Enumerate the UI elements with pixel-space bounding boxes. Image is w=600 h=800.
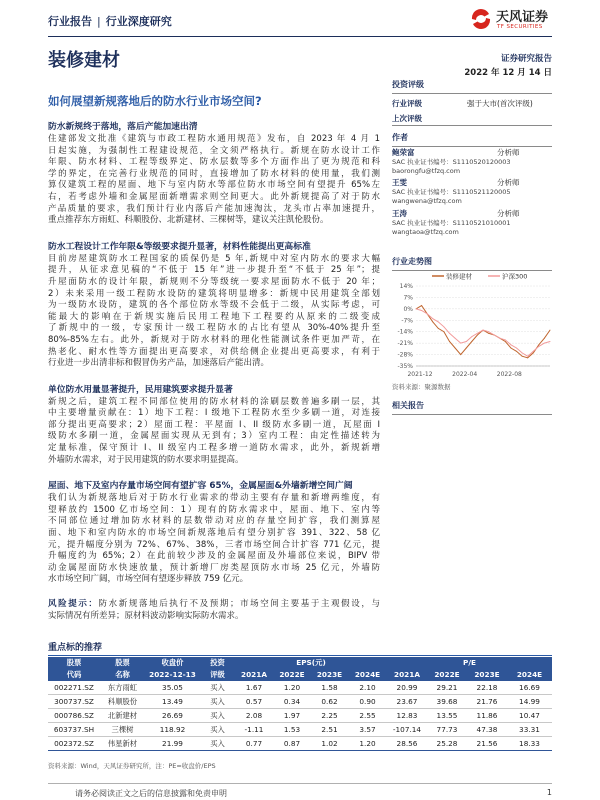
stock-code-cell: 603737.SH: [48, 723, 100, 737]
pe-2022e-cell: 13.55: [427, 709, 467, 723]
page-number: 1: [546, 788, 552, 797]
series-1-point: [522, 356, 523, 357]
author-sac: SAC 执业证书编号：S1110521120005: [392, 188, 511, 196]
logo-name: 天风证券: [496, 10, 549, 25]
eps-2021a-cell: 1.67: [235, 681, 273, 695]
report-subcategory: 行业深度研究: [105, 15, 172, 28]
pe-2022e-cell: 77.73: [427, 723, 467, 737]
legend-label: 装修建材: [446, 272, 472, 281]
body-text-line: 级防水多刷一道，金属屋面实现从无到有；3）室内工程：由定性描述转为: [48, 431, 380, 442]
report-headline: 如何展望新规落地后的防水行业市场空间?: [48, 94, 262, 108]
author-name: 王雯: [392, 178, 407, 187]
x-tick-label: 2021-12: [407, 371, 433, 378]
author-card: [392, 209, 552, 237]
series-2-point: [443, 326, 444, 327]
report-date: 2022 年 12 月 14 日: [464, 68, 552, 78]
risk-label: 风险提示：: [48, 599, 99, 609]
company-logo: [470, 5, 552, 35]
close-price-cell: 26.69: [145, 709, 200, 723]
col-header-pe-year: 2023E: [467, 669, 507, 681]
series-1-point: [421, 305, 422, 306]
series-2-point: [538, 346, 539, 347]
industry-title: 装修建材: [48, 50, 120, 71]
series-1-point: [533, 352, 534, 353]
report-breadcrumb: [48, 13, 172, 29]
chart-source: 资料来源：聚源数据: [392, 383, 451, 391]
author-name: 鲍荣富: [392, 148, 415, 157]
y-tick-label: -28%: [397, 351, 413, 359]
author-sac: SAC 执业证书编号：S1110521010001: [392, 219, 511, 227]
col-header-eps: EPS(元): [235, 657, 387, 669]
series-2-point: [460, 343, 461, 344]
body-text-line: 我们认为新规落地后对于防水行业需求的带动主要有存量和新增两维度，有: [48, 493, 380, 504]
y-tick-label: 0%: [403, 305, 413, 313]
trend-title-block: [392, 256, 552, 271]
x-tick-label: 2022-08: [496, 371, 522, 378]
eps-2021a-cell: 0.57: [235, 695, 273, 709]
table-header-row: [48, 669, 552, 681]
risk-warning: [48, 599, 380, 622]
y-tick-label: 7%: [403, 294, 413, 302]
y-tick-label: -21%: [397, 340, 413, 348]
pe-2022e-cell: 29.21: [427, 681, 467, 695]
series-1-point: [438, 328, 439, 329]
investment-rating-cell: 买入: [200, 737, 235, 751]
investment-rating-cell: 买入: [200, 695, 235, 709]
tf-logo-icon: [470, 8, 492, 30]
body-text-line: 动金属屋面防水快速放量，预计新增厂房类屋顶防水市场 25 亿元，外墙防: [48, 562, 380, 573]
body-text-line: 不同部位通过增加防水材料的层数带动对应的存量空间扩容，我们测算屋: [48, 516, 380, 527]
eps-2024e-cell: 1.20: [348, 737, 387, 751]
y-tick-label: -7%: [401, 317, 413, 325]
series-2-point: [510, 344, 511, 345]
risk-line: 实际情况有所差异；原材料波动影响实际防水需求。: [48, 610, 244, 621]
series-1-point: [505, 341, 506, 342]
body-text-line: 住建部发文批准《建筑与市政工程防水通用规范》发布，自 2023 年 4 月 1: [48, 134, 380, 144]
series-1-point: [460, 354, 461, 355]
series-line-2: [416, 309, 550, 356]
series-2-point: [550, 341, 551, 342]
body-text-line: 升屋面防水的设计年限，新规则不分等级统一要求屋面防水不低于 20 年；: [48, 276, 380, 287]
series-2-point: [544, 343, 545, 344]
series-1-point: [550, 330, 551, 331]
table-row: [48, 695, 552, 709]
series-1-point: [527, 357, 528, 358]
series-1-point: [471, 341, 472, 342]
author-role: 分析师: [497, 209, 520, 218]
series-2-point: [477, 333, 478, 334]
section-heading: 防水工程设计工作年限&等级要求提升显著，材料性能提出更高标准: [48, 241, 311, 252]
table-row: [48, 723, 552, 737]
eps-2023e-cell: 0.62: [311, 695, 348, 709]
col-header-pe: P/E: [387, 657, 552, 669]
table-source-note: 资料来源：Wind，天风证券研究所，注：PE=收盘价/EPS: [48, 762, 216, 770]
table-row: [48, 681, 552, 695]
report-type: 证券研究报告: [500, 54, 552, 64]
rating-title: 投资评级: [392, 79, 552, 94]
series-1-point: [466, 348, 467, 349]
col-header-code: 股票: [48, 657, 100, 669]
section-2: [48, 240, 380, 370]
series-1-point: [538, 344, 539, 345]
stock-name-cell: 东方雨虹: [100, 681, 145, 695]
pe-2024e-cell: 16.69: [507, 681, 552, 695]
eps-2023e-cell: 2.25: [311, 709, 348, 723]
stock-code-cell: 002271.SZ: [48, 681, 100, 695]
stock-name-cell: 伟星新材: [100, 737, 145, 751]
table-row: [48, 737, 552, 751]
body-text-line: 面、地下和室内防水的市场空间新规落地后有望分别扩容 391、322、58 亿: [48, 528, 380, 539]
body-text-line: 行业进一步出清非标和假冒伪劣产品，加速落后产能出清。: [48, 358, 270, 369]
eps-2023e-cell: 2.51: [311, 723, 348, 737]
pe-2021a-cell: -107.14: [387, 723, 427, 737]
section-heading: 屋面、地下及室内存量市场空间有望扩容 65%，金属屋面&外墙新增空间广阔: [48, 481, 353, 492]
rating-block: [392, 79, 552, 126]
close-price-cell: 13.49: [145, 695, 200, 709]
series-2-point: [527, 356, 528, 357]
series-2-point: [427, 313, 428, 314]
col-header-price-date: 2022-12-13: [145, 669, 200, 681]
series-2-point: [522, 352, 523, 353]
series-1-point: [544, 338, 545, 339]
close-price-cell: 35.05: [145, 681, 200, 695]
body-text-line: 外墙防水需求，对于民用建筑的防水要求明显提高。: [48, 454, 244, 465]
close-price-cell: 118.92: [145, 723, 200, 737]
series-1-point: [488, 333, 489, 334]
pe-2024e-cell: 10.47: [507, 709, 552, 723]
section-1: [48, 120, 380, 227]
breadcrumb-separator: |: [97, 15, 101, 28]
eps-2024e-cell: 2.55: [348, 709, 387, 723]
eps-2022e-cell: 1.20: [273, 681, 311, 695]
header-divider: [48, 36, 552, 37]
stock-name-cell: 北新建材: [100, 709, 145, 723]
pe-2021a-cell: 12.83: [387, 709, 427, 723]
body-text-line: 新规之后，建筑工程不同部位使用的防水材料的涂刷层数普遍多刷一层，其: [48, 396, 380, 407]
pe-2021a-cell: 23.67: [387, 695, 427, 709]
col-header-pe-year: 2022E: [427, 669, 467, 681]
body-text-line: 了新规中的一级，专家预计一级工程防水的占比有望从 30%-40%提升至: [48, 323, 380, 334]
series-1-point: [455, 348, 456, 349]
eps-2021a-cell: 2.08: [235, 709, 273, 723]
col-header-rating: 评级: [200, 669, 235, 681]
industry-rating-label: 行业评级: [392, 99, 422, 108]
body-text-line: 定量标准，保守预计 I、II 级室内工程多增一道防水需求，此外，新规新增: [48, 443, 380, 454]
section-4: [48, 479, 380, 586]
authors-title-block: [392, 132, 552, 147]
stock-recommendation-table: [48, 657, 552, 751]
section-heading: 单位防水用量显著提升，民用建筑要求提升显著: [48, 384, 233, 395]
risk-text: 防水新规落地后执行不及预期；市场空间主要基于主观假设，与: [98, 599, 380, 609]
footer-disclaimer: 请务必阅读正文之后的信息披露和免责申明: [75, 789, 227, 798]
close-price-cell: 21.99: [145, 737, 200, 751]
series-2-point: [455, 338, 456, 339]
series-2-point: [505, 339, 506, 340]
stock-name-cell: 科顺股份: [100, 695, 145, 709]
body-text-line: 升幅度约为 65%；2）在此前较少涉及的金属屋面及外墙部位来说，BIPV 带: [48, 551, 380, 562]
series-1-point: [477, 335, 478, 336]
author-card: [392, 148, 552, 176]
series-1-point: [443, 331, 444, 332]
author-role: 分析师: [497, 178, 520, 187]
body-text-line: 2）未来采用一级工程防水设防的建筑将明显增多：新规中民用建筑全部划: [48, 288, 380, 299]
stock-code-cell: 000786.SZ: [48, 709, 100, 723]
series-2-point: [488, 331, 489, 332]
investment-rating-cell: 买入: [200, 709, 235, 723]
body-text-line: 热老化、耐水性等方面提出更高要求，对供给侧企业提出更高要求，有利于: [48, 346, 380, 357]
series-2-point: [533, 351, 534, 352]
stock-code-cell: 300737.SZ: [48, 695, 100, 709]
pe-2023e-cell: 21.56: [467, 737, 507, 751]
body-text-line: 学的界定，在完善行业规范的同时，直接增加了防水材料的使用量，我们测: [48, 168, 380, 179]
eps-2022e-cell: 0.34: [273, 695, 311, 709]
author-sac: SAC 执业证书编号：S1110520120003: [392, 158, 511, 166]
author-role: 分析师: [497, 148, 520, 157]
table-body: [48, 681, 552, 751]
eps-2021a-cell: 0.77: [235, 737, 273, 751]
author-name: 王涛: [392, 209, 407, 218]
body-text-line: 右，若考虑外墙和金属屋面新增需求则空间更大。此外新规提高了对于防水: [48, 191, 380, 202]
series-2-point: [449, 333, 450, 334]
investment-rating-cell: 买入: [200, 681, 235, 695]
authors-title: 作者: [392, 132, 552, 147]
investment-rating-cell: 买入: [200, 723, 235, 737]
pe-2024e-cell: 33.31: [507, 723, 552, 737]
section-heading: 防水新规终于落地，落后产能加速出清: [48, 122, 198, 132]
previous-rating-row: [392, 111, 552, 126]
eps-2021a-cell: -1.11: [235, 723, 273, 737]
body-text-line: 目前房屋建筑防水工程国家的质保仍是 5 年,新规中对室内防水的要求大幅: [48, 253, 380, 264]
series-2-point: [471, 336, 472, 337]
report-summary: [48, 120, 380, 599]
body-text-line: 中主要增量贡献在：1）地下工程：I 级地下工程防水至少多刷一道，对连接: [48, 408, 380, 419]
col-header-eps-year: 2022E: [273, 669, 311, 681]
series-2-point: [432, 318, 433, 319]
body-text-line: 80%-85%左右。此外，新规对于防水材料的理化性能测试条件更加严苛，在: [48, 334, 380, 345]
body-text-line: 能最大的影响在于新规实施后民用工程地下工程要约从原来的二级变成: [48, 311, 380, 322]
author-email[interactable]: wangtaoa@tfzq.com: [392, 228, 459, 236]
series-2-point: [438, 321, 439, 322]
body-text-line: 提升，从征求意见稿的“不低于 15 年”进一步提升至“不低于 25 年”；提: [48, 265, 380, 276]
body-text-line: 元，提升幅度分别为 72%、67%、38%，三者市场空间合计扩容 771 亿元，提: [48, 539, 380, 550]
report-category: 行业报告: [48, 15, 92, 28]
industry-trend-chart: [392, 270, 552, 382]
industry-rating-row: [392, 96, 552, 111]
eps-2022e-cell: 1.53: [273, 723, 311, 737]
series-2-point: [416, 308, 417, 309]
eps-2024e-cell: 2.10: [348, 681, 387, 695]
section-3: [48, 383, 380, 467]
pe-2022e-cell: 39.68: [427, 695, 467, 709]
body-text-line: 水市场空间广阔，市场空间有望逐步释放 759 亿元。: [48, 574, 249, 585]
pe-2023e-cell: 11.86: [467, 709, 507, 723]
y-tick-label: -14%: [397, 328, 413, 336]
x-tick-label: 2022-04: [452, 371, 478, 378]
trend-chart-title: 行业走势图: [392, 256, 552, 271]
pe-2023e-cell: 22.18: [467, 681, 507, 695]
series-1-point: [432, 321, 433, 322]
body-text-line: 产品质量的要求，我们预计行业内落后产能加速淘汰，龙头市占率加速提升，: [48, 203, 380, 214]
eps-2022e-cell: 0.87: [273, 737, 311, 751]
body-text-line: 部分提出更高要求；2）屋面工程：平屋面 I、II 级防水多刷一道，瓦屋面 I: [48, 419, 380, 430]
series-1-point: [516, 351, 517, 352]
body-text-line: 日起实施，为强制性工程建设规范，全文须严格执行。新规在防水设计工作: [48, 145, 380, 156]
pe-2023e-cell: 47.38: [467, 723, 507, 737]
body-text-line: 为一级防水设防，建筑的各个部位防水等级不会低于二级，从实际考虑，可: [48, 300, 380, 311]
series-2-point: [421, 310, 422, 311]
col-header-eps-year: 2021A: [235, 669, 273, 681]
col-header-price: 收盘价: [145, 657, 200, 669]
col-header-pe-year: 2021A: [387, 669, 427, 681]
pe-2022e-cell: 25.28: [427, 737, 467, 751]
logo-english-name: TF SECURITIES: [497, 24, 543, 30]
body-text-line: 算仅建筑工程的屋面、地下与室内防水等部位防水市场空间有望提升 65%左: [48, 180, 380, 191]
col-header-name: 名称: [100, 669, 145, 681]
body-text-line: 重点推荐东方雨虹、科顺股份、北新建材、三棵树等，建议关注凯伦股份。: [48, 215, 329, 226]
pe-2023e-cell: 21.76: [467, 695, 507, 709]
legend-label: 沪深300: [502, 272, 528, 281]
series-1-point: [510, 348, 511, 349]
col-header-eps-year: 2023E: [311, 669, 348, 681]
pe-2021a-cell: 28.56: [387, 737, 427, 751]
related-reports-block: [392, 400, 552, 415]
footer-divider: [48, 783, 552, 784]
series-2-point: [499, 338, 500, 339]
pe-2021a-cell: 20.99: [387, 681, 427, 695]
industry-rating-value: 强于大市(首次评级): [467, 99, 533, 108]
col-header-name: 股票: [100, 657, 145, 669]
table-row: [48, 709, 552, 723]
y-tick-label: 14%: [399, 283, 413, 290]
y-tick-label: -35%: [397, 363, 413, 370]
stock-code-cell: 002372.SZ: [48, 737, 100, 751]
table-title: 重点标的推荐: [48, 640, 552, 656]
series-2-point: [494, 335, 495, 336]
related-reports-title: 相关报告: [392, 400, 552, 415]
author-email[interactable]: baorongfu@tfzq.com: [392, 167, 461, 175]
eps-2024e-cell: 3.57: [348, 723, 387, 737]
table-header-row: [48, 657, 552, 669]
pe-2024e-cell: 18.33: [507, 737, 552, 751]
series-1-point: [449, 341, 450, 342]
previous-rating-label: 上次评级: [392, 114, 422, 123]
series-2-point: [483, 330, 484, 331]
eps-2023e-cell: 1.02: [311, 737, 348, 751]
col-header-rating: 投资: [200, 657, 235, 669]
stock-name-cell: 三棵树: [100, 723, 145, 737]
col-header-pe-year: 2024E: [507, 669, 552, 681]
col-header-code: 代码: [48, 669, 100, 681]
eps-2024e-cell: 0.90: [348, 695, 387, 709]
body-text-line: 年限、防水材料、工程等级界定、防水层数等多个方面作出了更为规范和科: [48, 157, 380, 168]
author-card: [392, 178, 552, 206]
series-2-point: [466, 341, 467, 342]
pe-2024e-cell: 14.99: [507, 695, 552, 709]
col-header-eps-year: 2024E: [348, 669, 387, 681]
author-email[interactable]: wangwena@tfzq.com: [392, 197, 462, 205]
body-text-line: 望释放约 1500 亿市场空间：1）现有的防水需求中，屋面、地下、室内等: [48, 504, 380, 515]
series-2-point: [516, 348, 517, 349]
risk-line: [48, 599, 380, 611]
eps-2022e-cell: 1.97: [273, 709, 311, 723]
eps-2023e-cell: 1.58: [311, 681, 348, 695]
